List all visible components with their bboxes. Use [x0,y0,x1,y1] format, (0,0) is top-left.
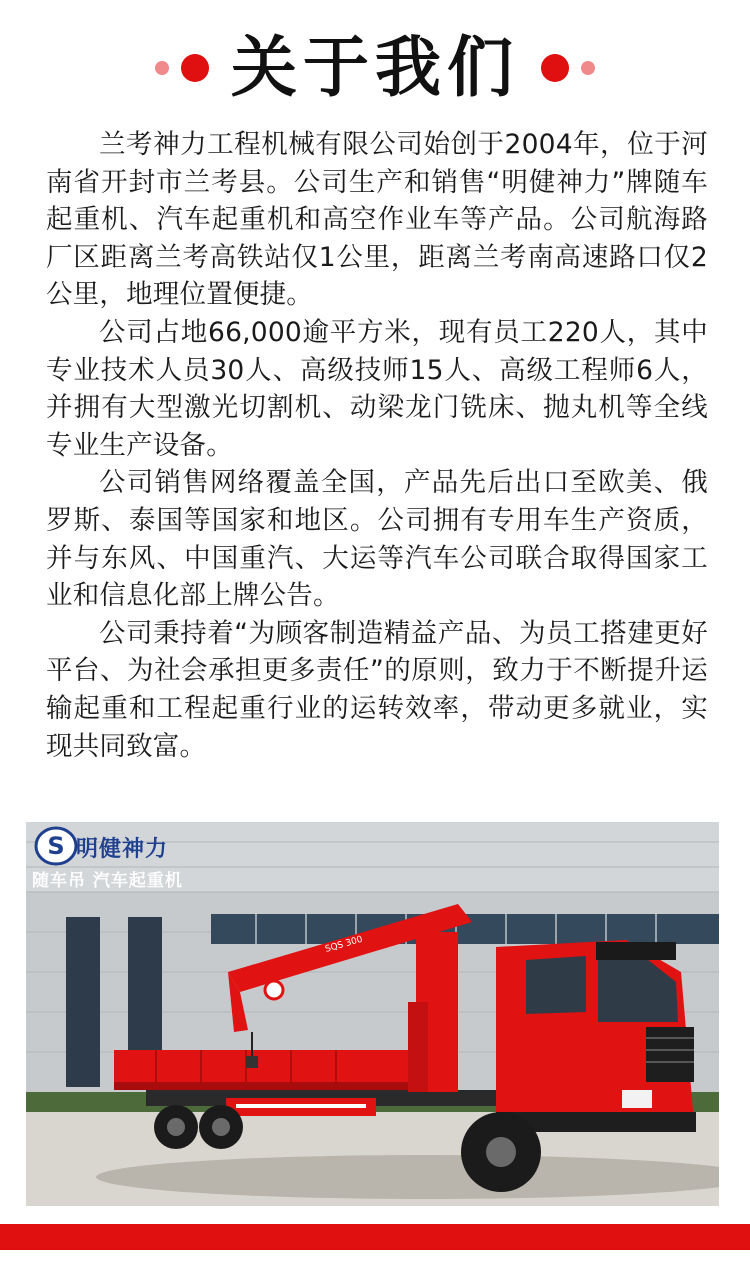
right-decoration [541,54,595,82]
company-description [46,126,708,765]
crane-model-label: SQS 300 [324,934,364,955]
section-header [0,28,750,108]
left-decoration [155,54,209,82]
decor-dot-small-left [155,61,169,75]
paragraph-history: 兰考神力工程机械有限公司始创于2004年，位于河南省开封市兰考县。公司生产和销售“明健神力”牌随车起重机、汽车起重机和高空作业车等产品。公司航海路厂区距离兰考高铁站仅1公里，距离兰考南高速路口仅2公里，地理位置便捷。 [46,129,708,311]
brand-s-icon [34,826,78,866]
paragraph-principle: 公司秉持着“为顾客制造精益产品、为员工搭建更好平台、为社会承担更多责任”的原则，致力于不断提升运输起重和工程起重行业的运转效率，带动更多就业，实现共同致富。 [46,617,708,762]
decor-dot-big-right [541,54,569,82]
product-photo [26,822,719,1206]
paragraph-sales: 公司销售网络覆盖全国，产品先后出口至欧美、俄罗斯、泰国等国家和地区。公司拥有专用车生产资质，并与东风、中国重汽、大运等汽车公司联合取得国家工业和信息化部上牌公告。 [46,467,708,612]
decor-dot-small-right [581,61,595,75]
brand-logo [34,826,78,870]
brand-name: 明健神力 [76,837,169,862]
page-title: 关于我们 [231,29,519,106]
brand-subtitle: 随车吊 汽车起重机 [32,871,183,891]
paragraph-scale: 公司占地66,000逾平方米，现有员工220人，其中专业技术人员30人、高级技师15人、高级工程师6人，并拥有大型激光切割机、动梁龙门铣床、抛丸机等全线专业生产设备。 [46,316,708,461]
svg-text:S: S [47,832,65,860]
decor-dot-big-left [181,54,209,82]
footer-bar [0,1224,750,1250]
